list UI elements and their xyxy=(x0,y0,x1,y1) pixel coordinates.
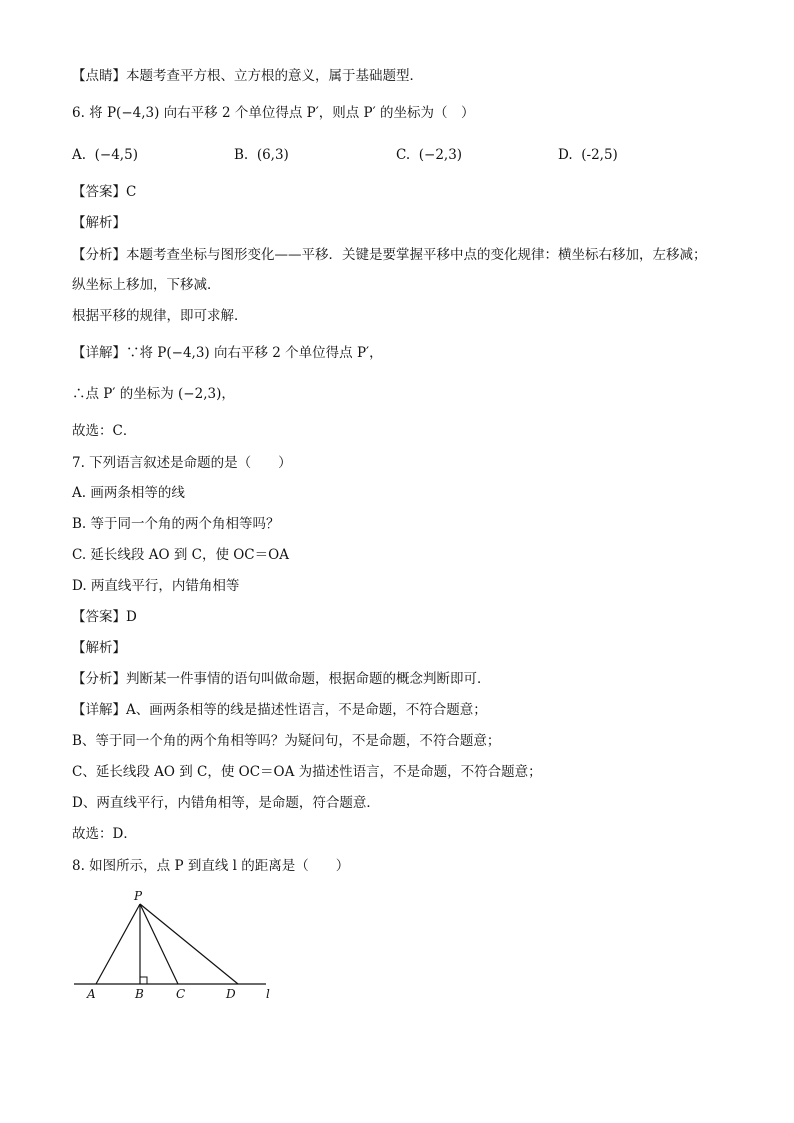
label-b: B xyxy=(135,987,144,1001)
answer-value: C xyxy=(126,184,137,200)
q6-fenxi-3: 根据平移的规律，即可求解． xyxy=(72,308,248,324)
q6-detail-2: ∴点 P′ 的坐标为 (−2,3)， xyxy=(72,386,235,402)
detail-tag: 【详解】 xyxy=(72,345,126,361)
q6-answer xyxy=(72,183,136,201)
q8-stem: 8. 如图所示，点 P 到直线 l 的距离是（ ） xyxy=(72,858,350,874)
q6-option-b: B. (6,3) xyxy=(234,147,289,163)
intro-text: 本题考查平方根、立方根的意义，属于基础题型． xyxy=(126,68,423,84)
q7-detail-3: C、延长线段 AO 到 C，使 OC＝OA 为描述性语言，不是命题，不符合题意； xyxy=(72,764,542,780)
q7-stem: 7. 下列语言叙述是命题的是（ ） xyxy=(72,455,292,471)
q7-detail-1: 【详解】A、画两条相等的线是描述性语言，不是命题，不符合题意； xyxy=(72,702,487,718)
q6-fenxi-2: 纵坐标上移加，下移减． xyxy=(72,277,221,293)
q7-option-d: D. 两直线平行，内错角相等 xyxy=(72,578,240,594)
label-c: C xyxy=(176,987,186,1001)
q8-geometry-figure xyxy=(70,888,280,1003)
fenxi-tag: 【分析】 xyxy=(72,671,126,687)
q7-option-a: A. 画两条相等的线 xyxy=(72,485,185,501)
q6-options xyxy=(72,146,722,164)
q6-fenxi-1: 【分析】本题考查坐标与图形变化——平移．关键是要掌握平移中点的变化规律：横坐标右移加，左移减； xyxy=(72,247,707,263)
q7-analysis-tag: 【解析】 xyxy=(72,640,126,656)
answer-tag: 【答案】 xyxy=(72,609,126,625)
segment-pd xyxy=(140,904,238,984)
q6-stem: 6. 将 P(−4,3) 向右平移 2 个单位得点 P′，则点 P′ 的坐标为（ ） xyxy=(72,105,475,121)
answer-tag: 【答案】 xyxy=(72,184,126,200)
q6-choose: 故选：C． xyxy=(72,423,137,439)
q6-analysis-tag: 【解析】 xyxy=(72,215,126,231)
label-l: l xyxy=(266,987,270,1001)
q6-option-a: A. (−4,5) xyxy=(72,147,138,163)
q7-detail-4: D、两直线平行，内错角相等，是命题，符合题意． xyxy=(72,795,380,811)
q7-option-c: C. 延长线段 AO 到 C，使 OC＝OA xyxy=(72,547,289,563)
q7-choose: 故选：D． xyxy=(72,826,137,842)
label-d: D xyxy=(226,987,236,1001)
q7-detail-2: B、等于同一个角的两个角相等吗？为疑问句，不是命题，不符合题意； xyxy=(72,733,501,749)
intro-line xyxy=(72,67,423,85)
segment-pa xyxy=(96,904,140,984)
q6-detail-1: 【详解】∵将 P(−4,3) 向右平移 2 个单位得点 P′， xyxy=(72,345,383,361)
label-p: P xyxy=(134,889,143,903)
q6-option-d: D. (-2,5) xyxy=(558,147,618,163)
answer-value: D xyxy=(126,609,137,625)
dianjing-tag: 【点睛】 xyxy=(72,68,126,84)
q7-option-b: B. 等于同一个角的两个角相等吗？ xyxy=(72,516,280,532)
right-angle-mark xyxy=(140,977,147,984)
segment-pc xyxy=(140,904,178,984)
q6-option-c: C. (−2,3) xyxy=(396,147,463,163)
fenxi-tag: 【分析】 xyxy=(72,247,126,263)
q7-answer xyxy=(72,608,137,626)
q7-fenxi: 【分析】判断某一件事情的语句叫做命题，根据命题的概念判断即可． xyxy=(72,671,491,687)
label-a: A xyxy=(87,987,96,1001)
detail-tag: 【详解】 xyxy=(72,702,126,718)
